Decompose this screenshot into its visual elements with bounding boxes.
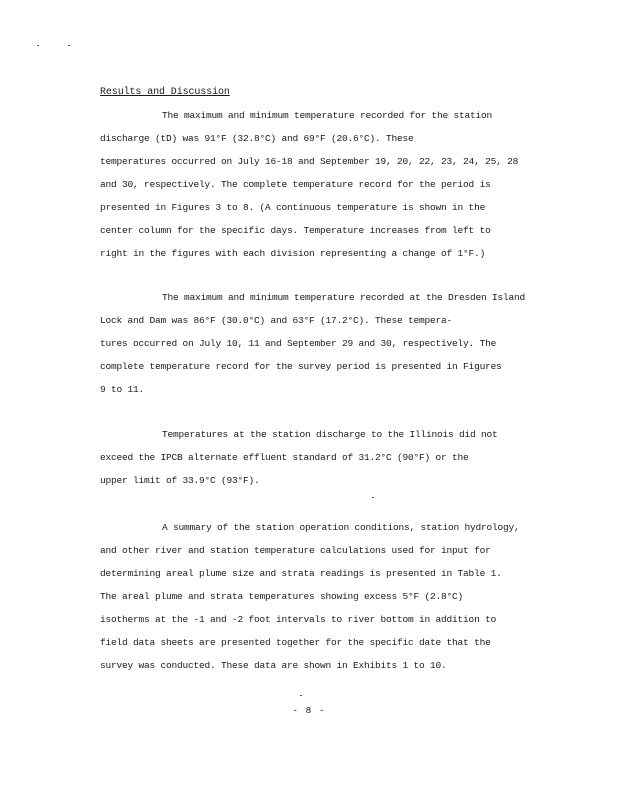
paragraph-line: A summary of the station operation conditions, station hydrology, bbox=[162, 522, 520, 533]
paragraph-line: discharge (tD) was 91°F (32.8°C) and 69°F (20.6°C). These bbox=[100, 133, 414, 144]
paragraph-line: complete temperature record for the survey period is presented in Figures bbox=[100, 361, 502, 372]
paragraph-line: and other river and station temperature calculations used for input for bbox=[100, 545, 491, 556]
paragraph-line: tures occurred on July 10, 11 and September 29 and 30, respectively. The bbox=[100, 338, 497, 349]
paragraph-line: right in the figures with each division representing a change of 1°F.) bbox=[100, 248, 486, 259]
paragraph-line: The maximum and minimum temperature recorded at the Dresden Island bbox=[162, 292, 526, 303]
paragraph-line: field data sheets are presented together for the specific date that the bbox=[100, 637, 491, 648]
paragraph-line: Lock and Dam was 86°F (30.0°C) and 63°F (17.2°C). These tempera- bbox=[100, 315, 453, 326]
paragraph-2 bbox=[100, 286, 560, 401]
paragraph-line: The maximum and minimum temperature recorded for the station bbox=[162, 110, 493, 121]
paragraph-line: exceed the IPCB alternate effluent standard of 31.2°C (90°F) or the bbox=[100, 452, 469, 463]
section-heading: Results and Discussion bbox=[100, 87, 230, 98]
scan-speck bbox=[68, 45, 70, 46]
paragraph-line: center column for the specific days. Temperature increases from left to bbox=[100, 225, 491, 236]
paragraph-line: temperatures occurred on July 16-18 and September 19, 20, 22, 23, 24, 25, 28 bbox=[100, 156, 519, 167]
paragraph-line: upper limit of 33.9°C (93°F). bbox=[100, 475, 260, 486]
paragraph-line: and 30, respectively. The complete temperature record for the period is bbox=[100, 179, 491, 190]
paragraph-line: presented in Figures 3 to 8. (A continuous temperature is shown in the bbox=[100, 202, 486, 213]
paragraph-3 bbox=[100, 423, 560, 492]
page-number: - 8 - bbox=[292, 705, 326, 716]
paragraph-line: determining areal plume size and strata readings is presented in Table 1. bbox=[100, 568, 502, 579]
paragraph-line: The areal plume and strata temperatures showing excess 5°F (2.8°C) bbox=[100, 591, 464, 602]
paragraph-line: survey was conducted. These data are shown in Exhibits 1 to 10. bbox=[100, 660, 447, 671]
paragraph-line: Temperatures at the station discharge to the Illinois did not bbox=[162, 429, 498, 440]
paragraph-line: 9 to 11. bbox=[100, 384, 145, 395]
scan-speck bbox=[372, 497, 374, 498]
scan-speck bbox=[300, 695, 302, 696]
paragraph-4 bbox=[100, 516, 560, 677]
paragraph-1 bbox=[100, 104, 560, 265]
paragraph-line: isotherms at the -1 and -2 foot intervals to river bottom in addition to bbox=[100, 614, 497, 625]
scan-speck bbox=[37, 45, 39, 46]
